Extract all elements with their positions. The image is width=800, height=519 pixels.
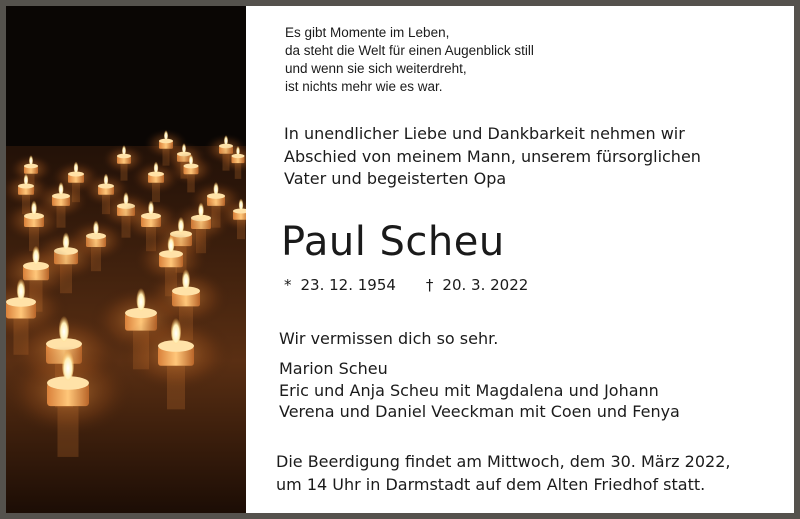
mourners-list xyxy=(279,358,680,423)
obituary-panel xyxy=(246,6,794,513)
death-date: 20. 3. 2022 xyxy=(442,276,529,294)
intro-line: In unendlicher Liebe und Dankbarkeit nehmen wir xyxy=(284,124,685,143)
poem-line: da steht die Welt für einen Augenblick still xyxy=(285,43,534,58)
poem-line: Es gibt Momente im Leben, xyxy=(285,25,450,40)
death-cross-icon: † xyxy=(425,276,434,294)
birth-date: 23. 12. 1954 xyxy=(300,276,396,294)
candles-photo xyxy=(6,6,246,513)
funeral-line: um 14 Uhr in Darmstadt auf dem Alten Friedhof statt. xyxy=(276,475,706,494)
farewell-message: Wir vermissen dich so sehr. xyxy=(279,329,499,348)
life-dates xyxy=(284,274,528,296)
birth-symbol: * xyxy=(284,276,292,294)
deceased-name: Paul Scheu xyxy=(281,219,505,265)
poem-block xyxy=(285,24,534,96)
funeral-info xyxy=(276,450,730,496)
mourner-line: Marion Scheu xyxy=(279,359,388,378)
candles-illustration xyxy=(6,6,246,513)
funeral-line: Die Beerdigung findet am Mittwoch, dem 30. März 2022, xyxy=(276,452,731,471)
intro-line: Vater und begeisterten Opa xyxy=(284,169,507,188)
intro-line: Abschied von meinem Mann, unserem fürsorglichen xyxy=(284,146,701,166)
mourner-line: Verena und Daniel Veeckman mit Coen und Fenya xyxy=(279,402,680,421)
poem-line: und wenn sie sich weiterdreht, xyxy=(285,61,467,76)
mourner-line: Eric und Anja Scheu mit Magdalena und Johann xyxy=(279,380,659,400)
poem-line: ist nichts mehr wie es war. xyxy=(285,79,443,94)
intro-text xyxy=(284,123,701,191)
